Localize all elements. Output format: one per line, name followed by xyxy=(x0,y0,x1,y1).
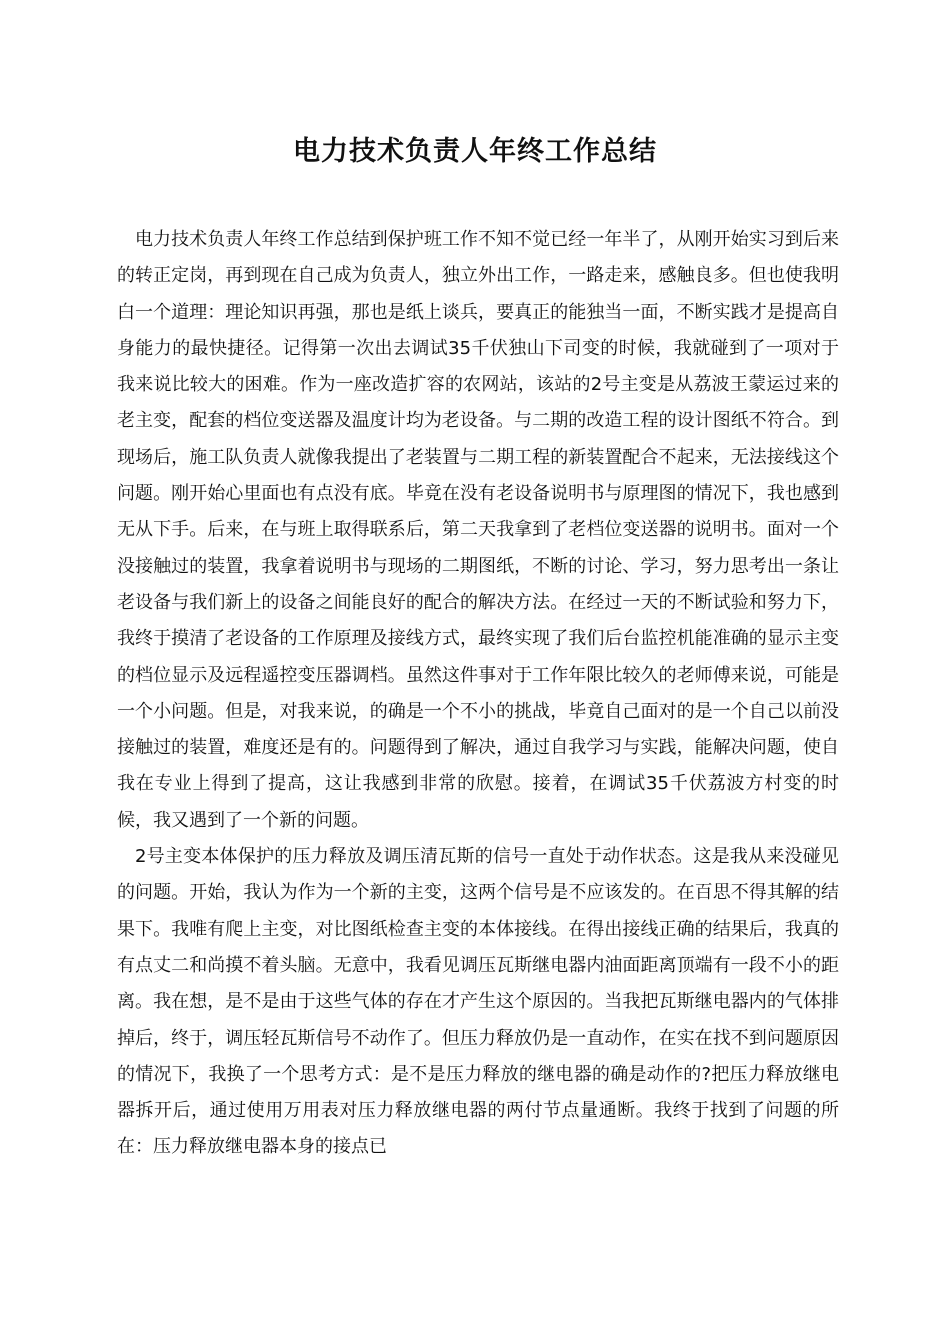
paragraph-2: 2号主变本体保护的压力释放及调压清瓦斯的信号一直处于动作状态。这是我从来没碰见的问题。开始，我认为作为一个新的主变，这两个信号是不应该发的。在百思不得其解的结果下。我唯有爬上主变，对比图纸检查主变的本体接线。在得出接线正确的结果后，我真的有点丈二和尚摸不着头脑。无意中，我看见调压瓦斯继电器内油面距离顶端有一段不小的距离。我在想，是不是由于这些气体的存在才产生这个原因的。当我把瓦斯继电器内的气体排掉后，终于，调压轻瓦斯信号不动作了。但压力释放仍是一直动作，在实在找不到问题原因的情况下，我换了一个思考方式：是不是压力释放的继电器的确是动作的?把压力释放继电器拆开后，通过使用万用表对压力释放继电器的两付节点量通断。我终于找到了问题的所在：压力释放继电器本身的接点已 xyxy=(117,846,839,1158)
paragraph-1: 电力技术负责人年终工作总结到保护班工作不知不觉已经一年半了，从刚开始实习到后来的转正定岗，再到现在自己成为负责人，独立外出工作，一路走来，感触良多。但也使我明白一个道理：理论知识再强，那也是纸上谈兵，要真正的能独当一面，不断实践才是提高自身能力的最快捷径。记得第一次出去调试35千伏独山下司变的时候，我就碰到了一项对于我来说比较大的困难。作为一座改造扩容的农网站，该站的2号主变是从荔波王蒙运过来的老主变，配套的档位变送器及温度计均为老设备。与二期的改造工程的设计图纸不符合。到现场后，施工队负责人就像我提出了老装置与二期工程的新装置配合不起来，无法接线这个问题。刚开始心里面也有点没有底。毕竟在没有老设备说明书与原理图的情况下，我也感到无从下手。后来，在与班上取得联系后，第二天我拿到了老档位变送器的说明书。面对一个没接触过的装置，我拿着说明书与现场的二期图纸，不断的讨论、学习，努力思考出一条让老设备与我们新上的设备之间能良好的配合的解决方法。在经过一天的不断试验和努力下，我终于摸清了老设备的工作原理及接线方式，最终实现了我们后台监控机能准确的显示主变的档位显示及远程遥控变压器调档。虽然这件事对于工作年限比较久的老师傅来说，可能是一个小问题。但是，对我来说，的确是一个不小的挑战，毕竟自己面对的是一个自己以前没接触过的装置，难度还是有的。问题得到了解决，通过自我学习与实践，能解决问题，使自我在专业上得到了提高，这让我感到非常的欣慰。接着，在调试35千伏荔波方村变的时候，我又遇到了一个新的问题。 xyxy=(117,229,839,831)
document-title: 电力技术负责人年终工作总结 xyxy=(293,136,657,167)
document-body xyxy=(117,222,839,1166)
